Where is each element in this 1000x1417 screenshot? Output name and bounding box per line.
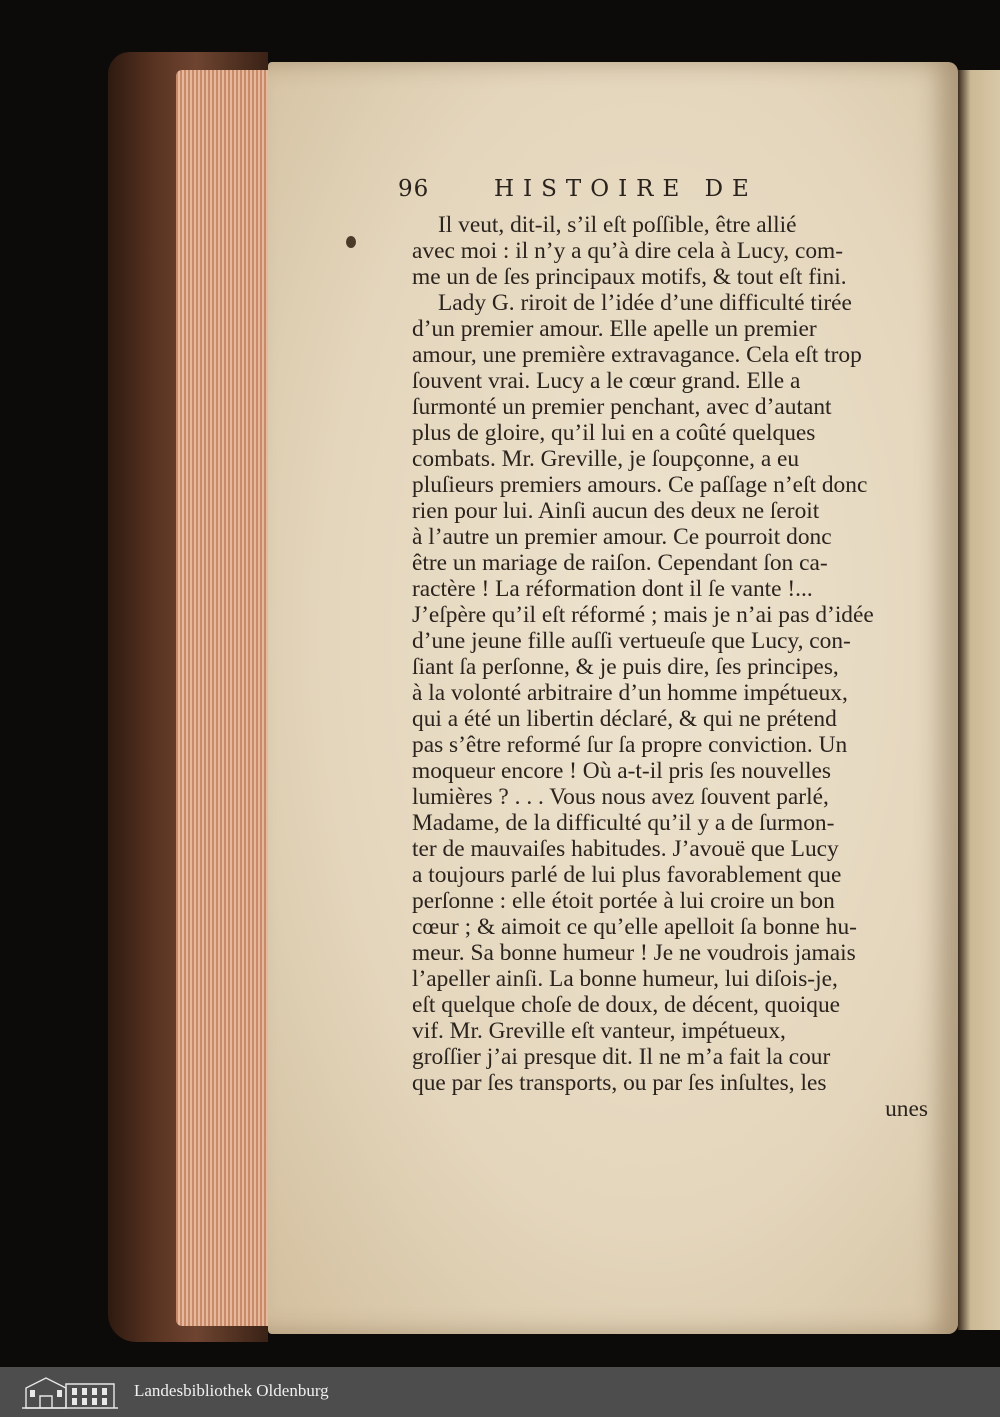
text-line: Il veut, dit-il, s’il eſt poſſible, être allié [438,212,797,238]
text-line: pluſieurs premiers amours. Ce paſſage n’eſt donc [412,472,868,498]
library-name: Landesbibliothek Oldenburg [134,1381,329,1400]
library-building-logo-icon [20,1374,120,1410]
catchword: unes [885,1096,928,1122]
running-head-title: HISTOIRE DE [494,176,758,202]
page-number: 96 [398,176,430,202]
text-line: a toujours parlé de lui plus favorablement que [412,862,842,888]
text-line: d’un premier amour. Elle apelle un premier [412,316,817,342]
footer-bar [0,1367,1000,1417]
text-line: rien pour lui. Ainſi aucun des deux ne ſeroit [412,498,820,524]
ink-spot [346,236,356,248]
text-line: amour, une première extravagance. Cela eſt trop [412,342,862,368]
text-line: ſurmonté un premier penchant, avec d’autant [412,394,832,420]
text-line: eſt quelque choſe de doux, de décent, quoique [412,992,841,1018]
text-line: groſſier j’ai presque dit. Il ne m’a fait la cour [412,1044,831,1070]
text-line: à la volonté arbitraire d’un homme impétueux, [412,680,848,706]
text-line: à l’autre un premier amour. Ce pourroit donc [412,524,832,550]
text-line: ter de mauvaiſes habitudes. J’avouë que Lucy [412,836,839,862]
text-line: ſouvent vrai. Lucy a le cœur grand. Elle a [412,368,801,394]
running-head [398,176,938,210]
text-line: Lady G. riroit de l’idée d’une difficulté tirée [438,290,852,316]
text-line: ſiant ſa perſonne, & je puis dire, ſes principes, [412,654,839,680]
text-line: qui a été un libertin déclaré, & qui ne prétend [412,706,837,732]
text-line: moqueur encore ! Où a-t-il pris ſes nouvelles [412,758,831,784]
text-line: que par ſes transports, ou par ſes inſultes, les [412,1070,827,1096]
page-text [412,212,932,1122]
text-line: être un mariage de raiſon. Cependant ſon ca- [412,550,828,576]
text-line: Madame, de la difficulté qu’il y a de ſurmon- [412,810,835,836]
text-line: cœur ; & aimoit ce qu’elle apelloit ſa bonne hu- [412,914,857,940]
text-line: avec moi : il n’y a qu’à dire cela à Lucy, com- [412,238,844,264]
text-line: vif. Mr. Greville eſt vanteur, impétueux, [412,1018,786,1044]
text-line: J’eſpère qu’il eſt réformé ; mais je n’ai pas d’idée [412,602,874,628]
text-line: combats. Mr. Greville, je ſoupçonne, a eu [412,446,800,472]
text-line: lumières ? . . . Vous nous avez ſouvent parlé, [412,784,829,810]
text-line: meur. Sa bonne humeur ! Je ne voudrois jamais [412,940,856,966]
text-line: l’apeller ainſi. La bonne humeur, lui diſois-je, [412,966,838,992]
text-line: pas s’être reformé ſur ſa propre conviction. Un [412,732,848,758]
text-line: perſonne : elle étoit portée à lui croire un bon [412,888,835,914]
facing-page-edge [958,70,1000,1330]
text-line: plus de gloire, qu’il lui en a coûté quelques [412,420,816,446]
text-line: ractère ! La réformation dont il ſe vante !... [412,576,813,602]
text-line: me un de ſes principaux motifs, & tout eſt fini. [412,264,847,290]
text-line: d’une jeune fille auſſi vertueuſe que Lucy, con- [412,628,851,654]
